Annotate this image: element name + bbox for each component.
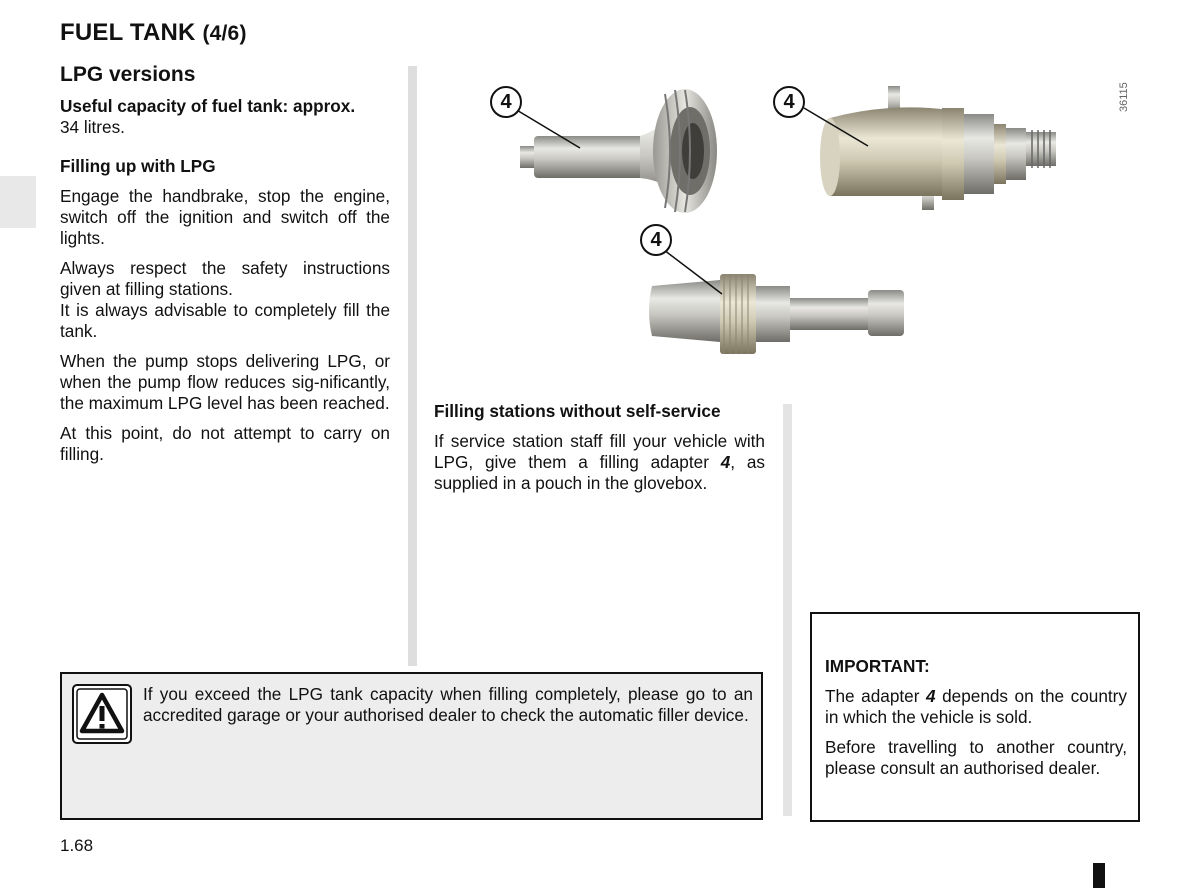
figure-reference-code: 36115 — [1118, 82, 1130, 112]
self-service-text-before: If service station staff fill your vehicle with LPG, give them a filling adapter — [434, 431, 765, 472]
adapter-bayonet-left — [520, 89, 717, 213]
capacity-paragraph — [60, 96, 390, 138]
adapter-figure — [420, 66, 1140, 376]
important-box — [810, 612, 1140, 822]
important-text-before: The adapter — [825, 686, 926, 706]
important-content — [825, 656, 1127, 788]
callout-4-bottom: 4 — [640, 224, 672, 256]
self-service-text-after: , as supplied in a pouch in the glovebox. — [434, 452, 766, 493]
paragraph-handbrake: Engage the handbrake, stop the engine, switch off the ignition and switch off the lights. — [60, 186, 390, 248]
middle-column — [434, 401, 765, 494]
fill-advice-text: It is always advisable to completely fill the tank. — [60, 300, 390, 341]
important-heading: IMPORTANT: — [825, 656, 930, 676]
warning-triangle-icon — [72, 684, 132, 744]
callout-4-right: 4 — [773, 86, 805, 118]
important-paragraph-1 — [825, 686, 1127, 728]
adapter-threaded-right — [820, 86, 1056, 210]
warning-text: If you exceed the LPG tank capacity when filling completely, please go to an accredited garage or your authorised dealer to check the automatic filler device. — [143, 684, 753, 725]
page-title-main: FUEL TANK — [60, 19, 196, 46]
column-divider-bar-lower — [783, 404, 792, 816]
section-tab-marker — [0, 176, 36, 228]
section-heading-lpg: LPG versions — [60, 63, 196, 86]
adapter-ref: 4 — [720, 452, 731, 472]
left-column — [60, 62, 390, 474]
paragraph-pump-stops: When the pump stops delivering LPG, or when the pump flow reduces sig-nificantly, the maximum LPG level has been reached. — [60, 351, 390, 413]
safety-text: Always respect the safety instructions given at filling stations. — [60, 258, 390, 299]
paragraph-safety — [60, 258, 390, 342]
callout-4-left: 4 — [490, 86, 522, 118]
warning-box — [60, 672, 763, 820]
column-divider-bar — [408, 66, 417, 666]
capacity-value: 34 litres. — [60, 117, 125, 137]
important-paragraph-2: Before travelling to another country, please consult an authorised dealer. — [825, 737, 1127, 778]
self-service-paragraph — [434, 431, 765, 494]
adapter-euro-bottom — [649, 274, 904, 354]
self-service-heading: Filling stations without self-service — [434, 401, 721, 421]
page-title — [60, 19, 247, 47]
important-text-after: depends on the country in which the vehicle is sold. — [825, 686, 1127, 727]
page-corner-mark — [1093, 863, 1105, 888]
important-adapter-ref: 4 — [925, 686, 936, 706]
paragraph-do-not-continue: At this point, do not attempt to carry on filling. — [60, 423, 390, 464]
capacity-label: Useful capacity of fuel tank: approx. — [60, 96, 356, 116]
page-title-part: (4/6) — [202, 22, 247, 45]
filling-heading: Filling up with LPG — [60, 156, 216, 176]
page-number: 1.68 — [60, 836, 94, 855]
